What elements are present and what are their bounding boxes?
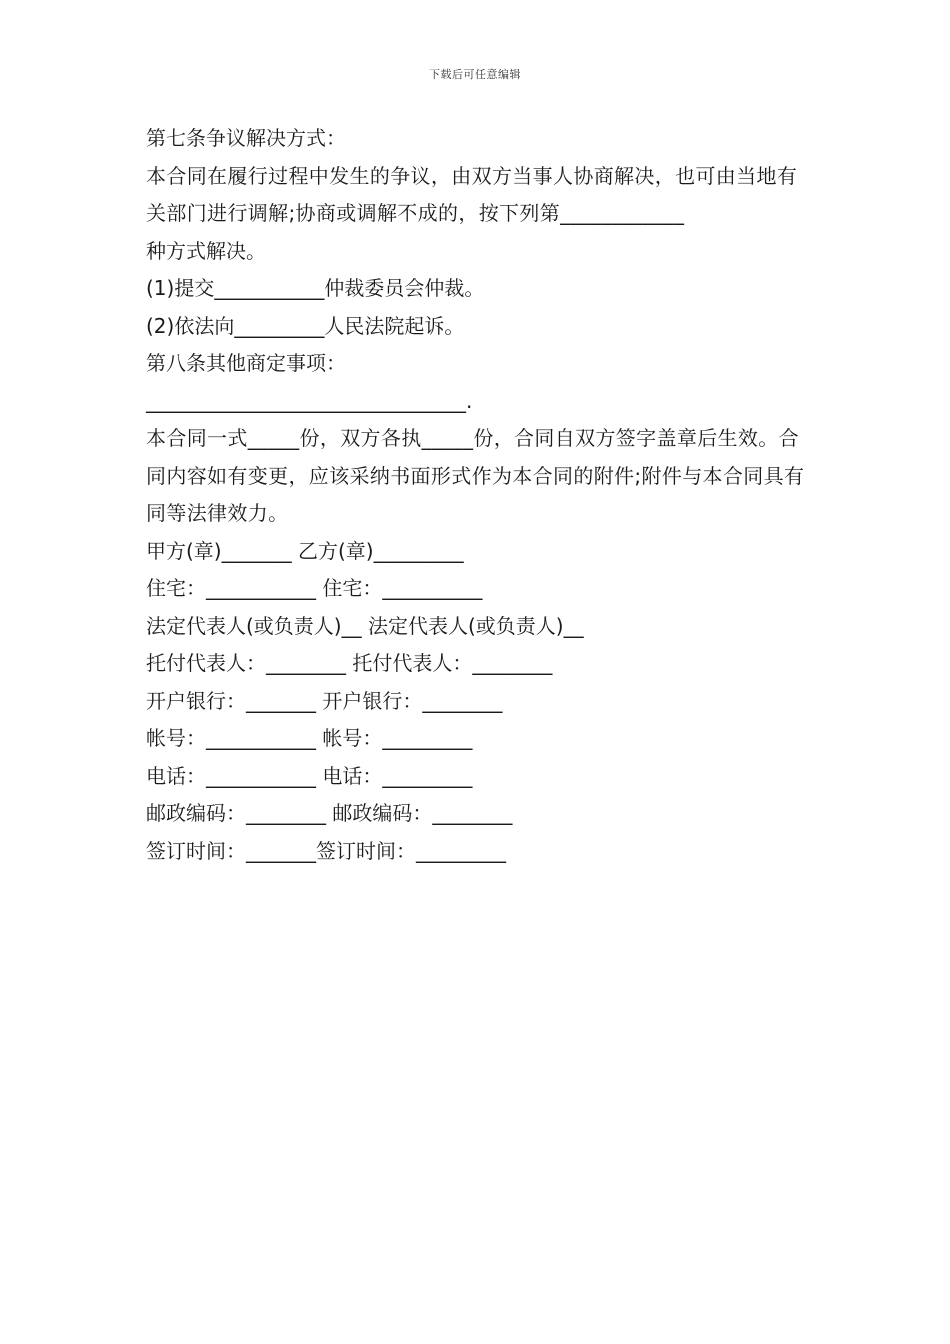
article8-title: 第八条其他商定事项： (146, 351, 346, 375)
signature-line-agent: 托付代表人：________ 托付代表人：________ (146, 651, 553, 675)
article7-title: 第七条争议解决方式： (146, 126, 346, 150)
signature-line-legal-rep: 法定代表人(或负责人)__ 法定代表人(或负责人)__ (146, 613, 584, 638)
contract-body (146, 120, 811, 870)
article7-body: 本合同在履行过程中发生的争议，由双方当事人协商解决，也可由当地有关部门进行调解;协商或调解不成的，按下列第____________ (146, 163, 798, 225)
signature-line-phone: 电话：___________ 电话：_________ (146, 763, 473, 788)
copies-clause: 本合同一式_____份，双方各执_____份，合同自双方签字盖章后生效。合同内容如有变更，应该采纳书面形式作为本合同的附件;附件与本合同具有同等法律效力。 (146, 426, 805, 525)
article7-option-1: (1)提交___________仲裁委员会仲裁。 (146, 276, 485, 300)
signature-line-party-seal: 甲方(章)_______ 乙方(章)_________ (146, 538, 464, 563)
signature-line-date: 签订时间：_______签订时间：_________ (146, 838, 506, 863)
article7-body-end: 种方式解决。 (146, 238, 266, 263)
signature-line-address: 住宅：___________ 住宅：__________ (146, 576, 483, 600)
signature-line-bank: 开户银行：_______ 开户银行：________ (146, 688, 503, 713)
article8-blank: ________________________________. (146, 388, 473, 413)
signature-line-account: 帐号：___________ 帐号：_________ (146, 726, 473, 750)
signature-line-postcode: 邮政编码：________ 邮政编码：________ (146, 801, 513, 825)
article7-option-2: (2)依法向_________人民法院起诉。 (146, 313, 465, 338)
page-header-note: 下载后可任意编辑 (429, 68, 521, 81)
